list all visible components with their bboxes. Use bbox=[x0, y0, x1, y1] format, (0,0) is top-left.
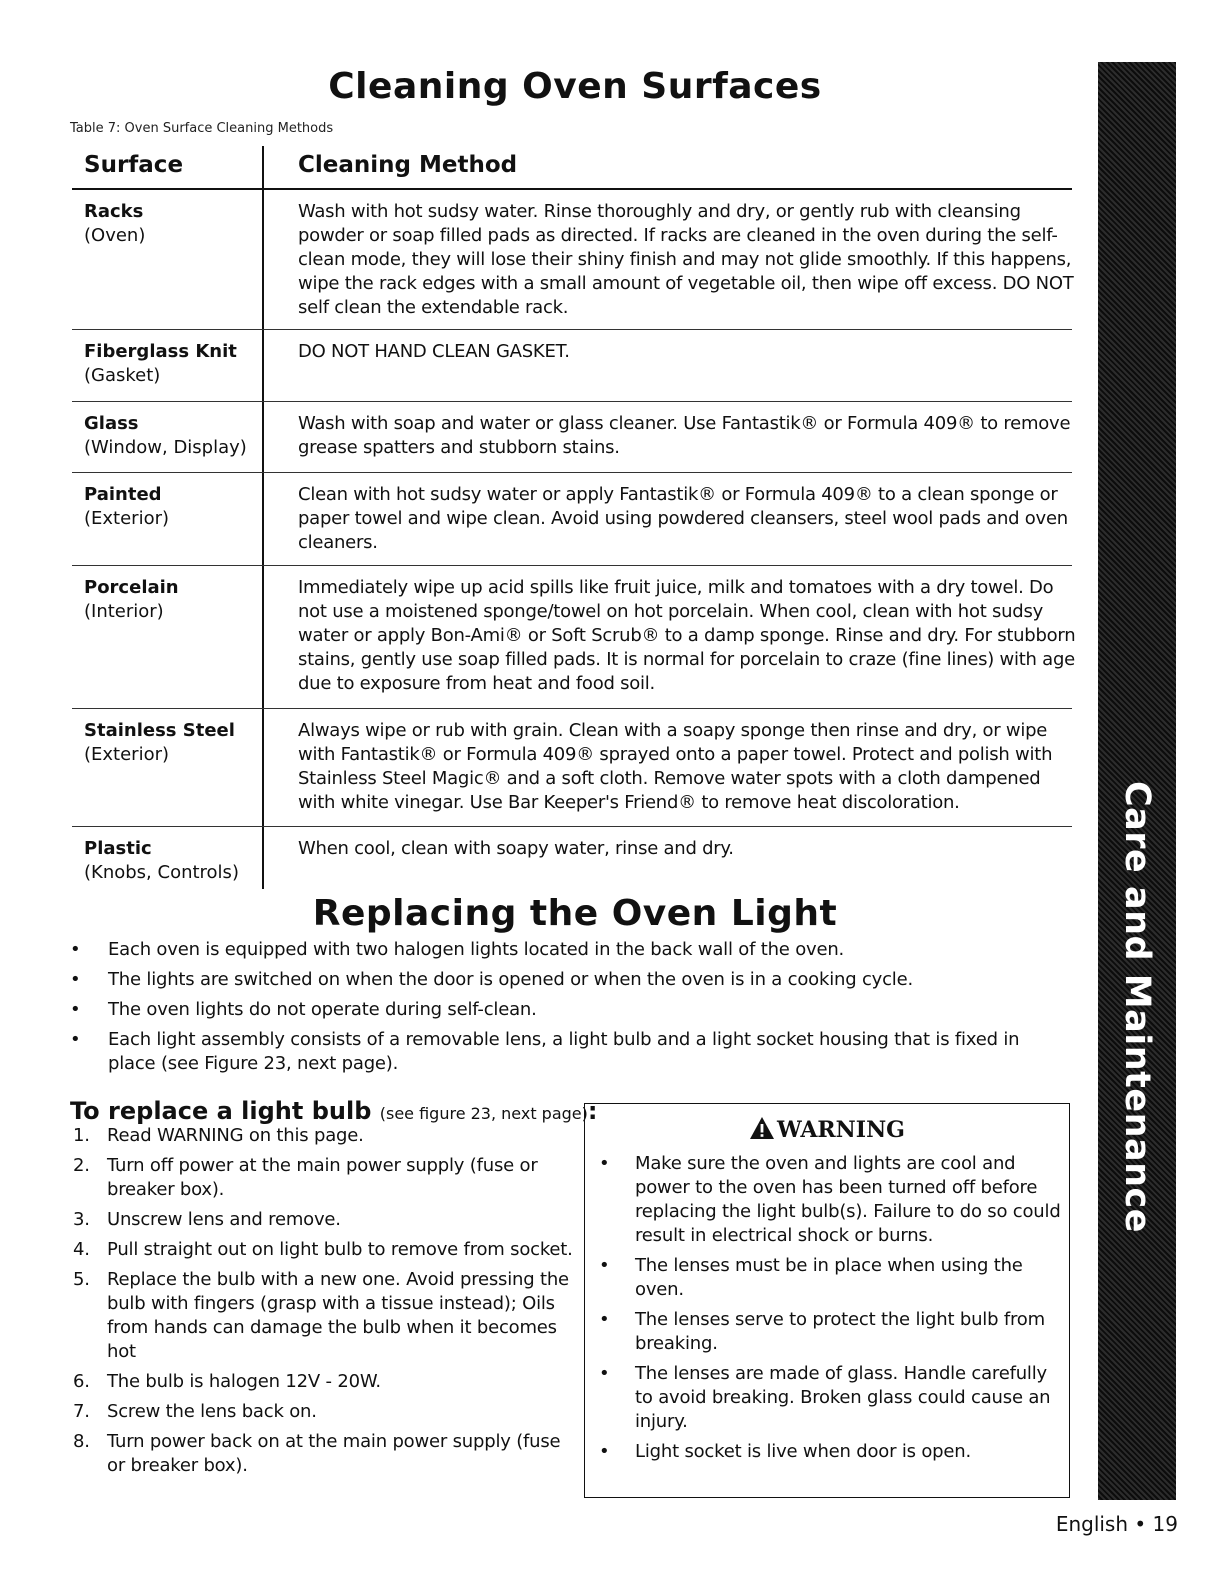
cleaning-method: DO NOT HAND CLEAN GASKET. bbox=[298, 341, 570, 362]
table-row bbox=[72, 330, 1072, 402]
surface-name: Painted bbox=[84, 484, 162, 505]
cleaning-method: Always wipe or rub with grain. Clean with a soapy sponge then rinse and dry, or wipe with Fantastik® or Formula 409® sprayed onto a paper towel. Protect and polish with Stainless Steel Magic® and a soft cloth. Remove water spots with a cloth dampened with white vinegar. Use Bar Keeper's Friend® to remove heat discoloration. bbox=[298, 720, 1053, 813]
list-item: • Each light assembly consists of a removable lens, a light bulb and a light socket housing that is fixed in place (see Figure 23, next page). bbox=[70, 1029, 1020, 1074]
surface-name: Glass bbox=[84, 413, 139, 434]
column-header-method: Cleaning Method bbox=[298, 152, 518, 178]
warning-heading: WARNING bbox=[585, 1116, 1069, 1143]
surface-detail: (Gasket) bbox=[84, 365, 161, 386]
surface-name: Porcelain bbox=[84, 577, 179, 598]
bullet-icon: • bbox=[70, 1029, 81, 1050]
step-item: 5. Replace the bulb with a new one. Avoid pressing the bulb with fingers (grasp with a tissue instead); Oils from hands can damage the bulb when it becomes hot bbox=[73, 1269, 569, 1362]
list-item: • The lenses must be in place when using the oven. bbox=[599, 1255, 1023, 1300]
replace-bulb-steps bbox=[70, 1124, 580, 1484]
cleaning-method: Clean with hot sudsy water or apply Fantastik® or Formula 409® to a clean sponge or paper towel and wipe clean. Avoid using powdered cleansers, steel wool pads and oven cleaners. bbox=[298, 484, 1068, 553]
bullet-icon: • bbox=[70, 939, 81, 960]
surface-detail: (Exterior) bbox=[84, 744, 170, 765]
surface-detail: (Knobs, Controls) bbox=[84, 862, 239, 883]
table-row bbox=[72, 827, 1072, 887]
steps-heading: To replace a light bulb (see figure 23, next page): bbox=[70, 1097, 598, 1125]
table-header bbox=[72, 146, 1072, 190]
list-item: • Make sure the oven and lights are cool and power to the oven has been turned off before replacing the light bulb(s). Failure to do so could result in electrical shock or burns. bbox=[599, 1153, 1061, 1246]
side-tab-label: Care and Maintenance bbox=[1117, 780, 1157, 1234]
surface-detail: (Oven) bbox=[84, 225, 146, 246]
column-header-surface: Surface bbox=[84, 152, 184, 178]
oven-light-bullets bbox=[70, 938, 1070, 1082]
bullet-icon: • bbox=[70, 969, 81, 990]
table-row bbox=[72, 566, 1076, 709]
step-item: 3. Unscrew lens and remove. bbox=[73, 1209, 341, 1230]
bullet-icon: • bbox=[599, 1441, 610, 1462]
cleaning-method: When cool, clean with soapy water, rinse and dry. bbox=[298, 838, 734, 859]
list-item: • Each oven is equipped with two halogen lights located in the back wall of the oven. bbox=[70, 939, 845, 960]
step-item: 6. The bulb is halogen 12V - 20W. bbox=[73, 1371, 381, 1392]
surface-name: Racks bbox=[84, 201, 144, 222]
bullet-icon: • bbox=[599, 1153, 610, 1174]
bullet-icon: • bbox=[599, 1309, 610, 1330]
cleaning-method: Immediately wipe up acid spills like fruit juice, milk and tomatoes with a dry towel. Do not use a moistened sponge/towel on hot porcelain. When cool, clean with hot sudsy water or apply Bon-Ami® or Soft Scrub® to a damp sponge. Rinse and dry. For stubborn stains, gently use soap filled pads. It is normal for porcelain to craze (fine lines) with age due to exposure from heat and food soil. bbox=[298, 577, 1076, 694]
table-row bbox=[72, 473, 1072, 566]
section-title: Replacing the Oven Light bbox=[312, 893, 838, 934]
warning-triangle-icon bbox=[749, 1116, 775, 1140]
step-item: 2. Turn off power at the main power supply (fuse or breaker box). bbox=[73, 1155, 538, 1200]
page-title: Cleaning Oven Surfaces bbox=[328, 66, 822, 107]
table-row bbox=[72, 402, 1072, 473]
step-item: 7. Screw the lens back on. bbox=[73, 1401, 317, 1422]
warning-list bbox=[595, 1152, 1061, 1470]
step-item: 8. Turn power back on at the main power supply (fuse or breaker box). bbox=[73, 1431, 561, 1476]
bullet-icon: • bbox=[599, 1255, 610, 1276]
cleaning-method: Wash with soap and water or glass cleaner. Use Fantastik® or Formula 409® to remove grease spatters and stubborn stains. bbox=[298, 413, 1071, 458]
surface-name: Stainless Steel bbox=[84, 720, 235, 741]
surface-name: Plastic bbox=[84, 838, 152, 859]
surface-name: Fiberglass Knit bbox=[84, 341, 237, 362]
table-row bbox=[72, 709, 1072, 827]
bullet-icon: • bbox=[70, 999, 81, 1020]
steps-note: (see figure 23, next page) bbox=[379, 1104, 588, 1123]
cleaning-table bbox=[72, 146, 1076, 887]
list-item: • Light socket is live when door is open. bbox=[599, 1441, 971, 1462]
list-item: • The lenses are made of glass. Handle carefully to avoid breaking. Broken glass could cause an injury. bbox=[599, 1363, 1051, 1432]
list-item: • The lenses serve to protect the light bulb from breaking. bbox=[599, 1309, 1045, 1354]
step-item: 1. Read WARNING on this page. bbox=[73, 1125, 364, 1146]
surface-detail: (Interior) bbox=[84, 601, 164, 622]
warning-box bbox=[584, 1103, 1070, 1498]
page-footer: English • 19 bbox=[1055, 1512, 1178, 1536]
list-item: • The oven lights do not operate during self-clean. bbox=[70, 999, 537, 1020]
cleaning-method: Wash with hot sudsy water. Rinse thoroughly and dry, or gently rub with cleansing powder or soap filled pads as directed. If racks are cleaned in the oven during the self-clean mode, they will lose their shiny finish and may not glide smoothly. If this happens, wipe the rack edges with a small amount of vegetable oil, then wipe off excess. DO NOT self clean the extendable rack. bbox=[298, 201, 1074, 318]
bullet-icon: • bbox=[599, 1363, 610, 1384]
list-item: • The lights are switched on when the door is opened or when the oven is in a cooking cycle. bbox=[70, 969, 913, 990]
table-row bbox=[72, 190, 1072, 330]
surface-detail: (Exterior) bbox=[84, 508, 170, 529]
step-item: 4. Pull straight out on light bulb to remove from socket. bbox=[73, 1239, 573, 1260]
surface-detail: (Window, Display) bbox=[84, 437, 247, 458]
table-caption: Table 7: Oven Surface Cleaning Methods bbox=[70, 121, 334, 136]
